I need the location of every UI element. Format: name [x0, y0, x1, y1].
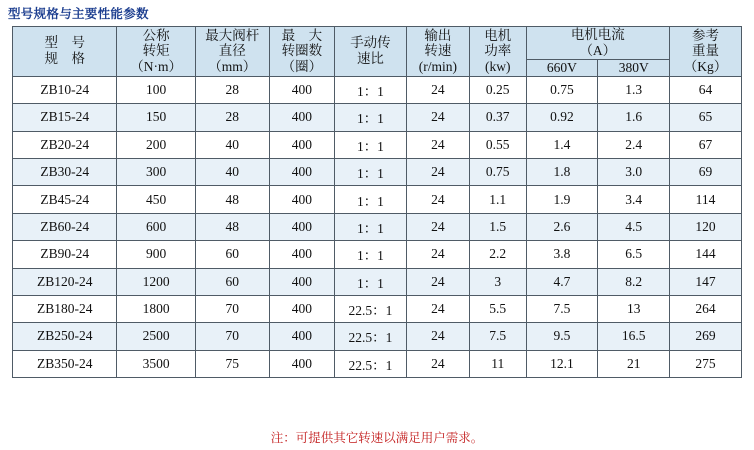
header-output-speed-line2: 转速 — [424, 43, 452, 59]
cell-weight: 275 — [670, 350, 742, 377]
cell-output-speed: 24 — [406, 76, 469, 103]
cell-model: ZB15-24 — [13, 104, 117, 131]
cell-current-380v: 2.4 — [598, 131, 670, 158]
table-header-row-1 — [13, 27, 742, 60]
cell-motor-power: 0.55 — [469, 131, 526, 158]
cell-current-380v: 3.4 — [598, 186, 670, 213]
cell-weight: 120 — [670, 213, 742, 240]
cell-output-speed: 24 — [406, 131, 469, 158]
header-torque — [117, 27, 195, 77]
cell-output-speed: 24 — [406, 213, 469, 240]
cell-torque: 450 — [117, 186, 195, 213]
cell-turns: 400 — [269, 268, 334, 295]
header-weight-line3: （Kg） — [683, 59, 728, 75]
cell-turns: 400 — [269, 76, 334, 103]
header-output-speed-line1: 输出 — [424, 27, 452, 43]
table-row — [13, 295, 742, 322]
cell-manual-ratio: 22.5：1 — [335, 350, 407, 377]
header-motor-current-line2: （A） — [579, 42, 617, 58]
cell-output-speed: 24 — [406, 104, 469, 131]
cell-stem-diameter: 28 — [195, 104, 269, 131]
cell-torque: 150 — [117, 104, 195, 131]
cell-current-380v: 8.2 — [598, 268, 670, 295]
cell-stem-diameter: 70 — [195, 323, 269, 350]
cell-output-speed: 24 — [406, 268, 469, 295]
cell-current-660v: 9.5 — [526, 323, 598, 350]
header-manual-ratio — [335, 27, 407, 77]
header-model-line2: 规 格 — [44, 51, 85, 67]
cell-model: ZB180-24 — [13, 295, 117, 322]
table-footnote — [12, 428, 742, 446]
cell-current-660v: 0.75 — [526, 76, 598, 103]
cell-weight: 147 — [670, 268, 742, 295]
cell-current-660v: 12.1 — [526, 350, 598, 377]
header-torque-line3: （N·m） — [130, 59, 182, 75]
header-motor-current-group — [526, 27, 670, 60]
cell-motor-power: 11 — [469, 350, 526, 377]
table-body — [13, 76, 742, 377]
footnote-label: 注： — [270, 431, 296, 445]
header-output-speed — [406, 27, 469, 77]
cell-torque: 2500 — [117, 323, 195, 350]
cell-model: ZB350-24 — [13, 350, 117, 377]
cell-model: ZB45-24 — [13, 186, 117, 213]
header-weight-line1: 参考 — [692, 27, 720, 43]
cell-current-380v: 1.6 — [598, 104, 670, 131]
header-stem-diameter-line1: 最大阀杆 — [205, 27, 260, 43]
table-row — [13, 186, 742, 213]
header-torque-line1: 公称 — [142, 27, 170, 43]
cell-weight: 65 — [670, 104, 742, 131]
header-stem-diameter-line3: （mm） — [208, 59, 257, 75]
cell-weight: 67 — [670, 131, 742, 158]
header-current-660v: 660V — [526, 59, 598, 76]
cell-current-660v: 1.8 — [526, 158, 598, 185]
cell-manual-ratio: 22.5：1 — [335, 295, 407, 322]
cell-turns: 400 — [269, 241, 334, 268]
cell-stem-diameter: 48 — [195, 213, 269, 240]
header-motor-current-line1: 电机电流 — [570, 27, 625, 42]
cell-manual-ratio: 22.5：1 — [335, 323, 407, 350]
cell-output-speed: 24 — [406, 158, 469, 185]
cell-torque: 600 — [117, 213, 195, 240]
cell-manual-ratio: 1：1 — [335, 158, 407, 185]
cell-manual-ratio: 1：1 — [335, 213, 407, 240]
cell-current-380v: 16.5 — [598, 323, 670, 350]
table-header — [13, 27, 742, 77]
cell-motor-power: 3 — [469, 268, 526, 295]
cell-turns: 400 — [269, 295, 334, 322]
cell-current-660v: 4.7 — [526, 268, 598, 295]
cell-torque: 900 — [117, 241, 195, 268]
header-turns — [269, 27, 334, 77]
cell-weight: 264 — [670, 295, 742, 322]
cell-weight: 64 — [670, 76, 742, 103]
cell-turns: 400 — [269, 104, 334, 131]
cell-weight: 114 — [670, 186, 742, 213]
cell-stem-diameter: 40 — [195, 131, 269, 158]
cell-motor-power: 0.37 — [469, 104, 526, 131]
table-row — [13, 131, 742, 158]
cell-motor-power: 2.2 — [469, 241, 526, 268]
cell-turns: 400 — [269, 158, 334, 185]
cell-manual-ratio: 1：1 — [335, 268, 407, 295]
cell-weight: 269 — [670, 323, 742, 350]
header-torque-line2: 转矩 — [142, 43, 170, 59]
header-model — [13, 27, 117, 77]
cell-motor-power: 0.25 — [469, 76, 526, 103]
cell-motor-power: 7.5 — [469, 323, 526, 350]
cell-current-660v: 7.5 — [526, 295, 598, 322]
cell-stem-diameter: 60 — [195, 268, 269, 295]
table-row — [13, 350, 742, 377]
cell-weight: 144 — [670, 241, 742, 268]
cell-current-380v: 3.0 — [598, 158, 670, 185]
cell-torque: 3500 — [117, 350, 195, 377]
cell-motor-power: 0.75 — [469, 158, 526, 185]
table-row — [13, 213, 742, 240]
specification-table — [12, 26, 742, 378]
cell-model: ZB90-24 — [13, 241, 117, 268]
cell-manual-ratio: 1：1 — [335, 76, 407, 103]
cell-stem-diameter: 28 — [195, 76, 269, 103]
cell-model: ZB250-24 — [13, 323, 117, 350]
cell-current-660v: 3.8 — [526, 241, 598, 268]
header-motor-power-line1: 电机 — [484, 27, 512, 43]
table-row — [13, 323, 742, 350]
table-row — [13, 158, 742, 185]
header-current-380v: 380V — [598, 59, 670, 76]
cell-stem-diameter: 48 — [195, 186, 269, 213]
cell-stem-diameter: 70 — [195, 295, 269, 322]
cell-current-660v: 2.6 — [526, 213, 598, 240]
cell-torque: 200 — [117, 131, 195, 158]
header-turns-line3: （圈） — [281, 59, 323, 75]
header-motor-power-line3: (kw) — [484, 59, 511, 75]
cell-model: ZB60-24 — [13, 213, 117, 240]
cell-current-380v: 13 — [598, 295, 670, 322]
header-stem-diameter-line2: 直径 — [218, 43, 246, 59]
cell-output-speed: 24 — [406, 295, 469, 322]
cell-stem-diameter: 60 — [195, 241, 269, 268]
header-weight-line2: 重量 — [692, 43, 720, 59]
cell-manual-ratio: 1：1 — [335, 131, 407, 158]
cell-turns: 400 — [269, 323, 334, 350]
cell-output-speed: 24 — [406, 350, 469, 377]
cell-manual-ratio: 1：1 — [335, 241, 407, 268]
cell-output-speed: 24 — [406, 241, 469, 268]
header-turns-line2: 转圈数 — [281, 43, 323, 59]
cell-output-speed: 24 — [406, 323, 469, 350]
cell-turns: 400 — [269, 131, 334, 158]
cell-manual-ratio: 1：1 — [335, 104, 407, 131]
cell-torque: 1800 — [117, 295, 195, 322]
cell-turns: 400 — [269, 186, 334, 213]
footnote-text: 可提供其它转速以满足用户需求。 — [295, 431, 484, 445]
cell-stem-diameter: 40 — [195, 158, 269, 185]
cell-torque: 300 — [117, 158, 195, 185]
cell-current-380v: 6.5 — [598, 241, 670, 268]
cell-model: ZB10-24 — [13, 76, 117, 103]
cell-current-380v: 1.3 — [598, 76, 670, 103]
header-manual-ratio-line1: 手动传 — [350, 35, 391, 51]
table-row — [13, 268, 742, 295]
cell-turns: 400 — [269, 350, 334, 377]
cell-manual-ratio: 1：1 — [335, 186, 407, 213]
cell-output-speed: 24 — [406, 186, 469, 213]
cell-current-380v: 4.5 — [598, 213, 670, 240]
cell-current-660v: 1.4 — [526, 131, 598, 158]
cell-current-660v: 1.9 — [526, 186, 598, 213]
cell-model: ZB20-24 — [13, 131, 117, 158]
header-output-speed-line3: (r/min) — [418, 59, 458, 75]
header-manual-ratio-line2: 速比 — [356, 51, 384, 67]
cell-motor-power: 1.1 — [469, 186, 526, 213]
header-model-line1: 型 号 — [44, 35, 85, 51]
cell-weight: 69 — [670, 158, 742, 185]
header-turns-line1: 最 大 — [281, 27, 323, 43]
cell-current-380v: 21 — [598, 350, 670, 377]
header-motor-power-line2: 功率 — [484, 43, 512, 59]
page-title: 型号规格与主要性能参数 — [8, 7, 149, 21]
header-motor-power — [469, 27, 526, 77]
cell-stem-diameter: 75 — [195, 350, 269, 377]
cell-model: ZB30-24 — [13, 158, 117, 185]
cell-torque: 100 — [117, 76, 195, 103]
cell-torque: 1200 — [117, 268, 195, 295]
cell-motor-power: 1.5 — [469, 213, 526, 240]
cell-turns: 400 — [269, 213, 334, 240]
header-stem-diameter — [195, 27, 269, 77]
table-row — [13, 104, 742, 131]
table-row — [13, 76, 742, 103]
table-row — [13, 241, 742, 268]
cell-model: ZB120-24 — [13, 268, 117, 295]
cell-motor-power: 5.5 — [469, 295, 526, 322]
header-weight — [670, 27, 742, 77]
cell-current-660v: 0.92 — [526, 104, 598, 131]
